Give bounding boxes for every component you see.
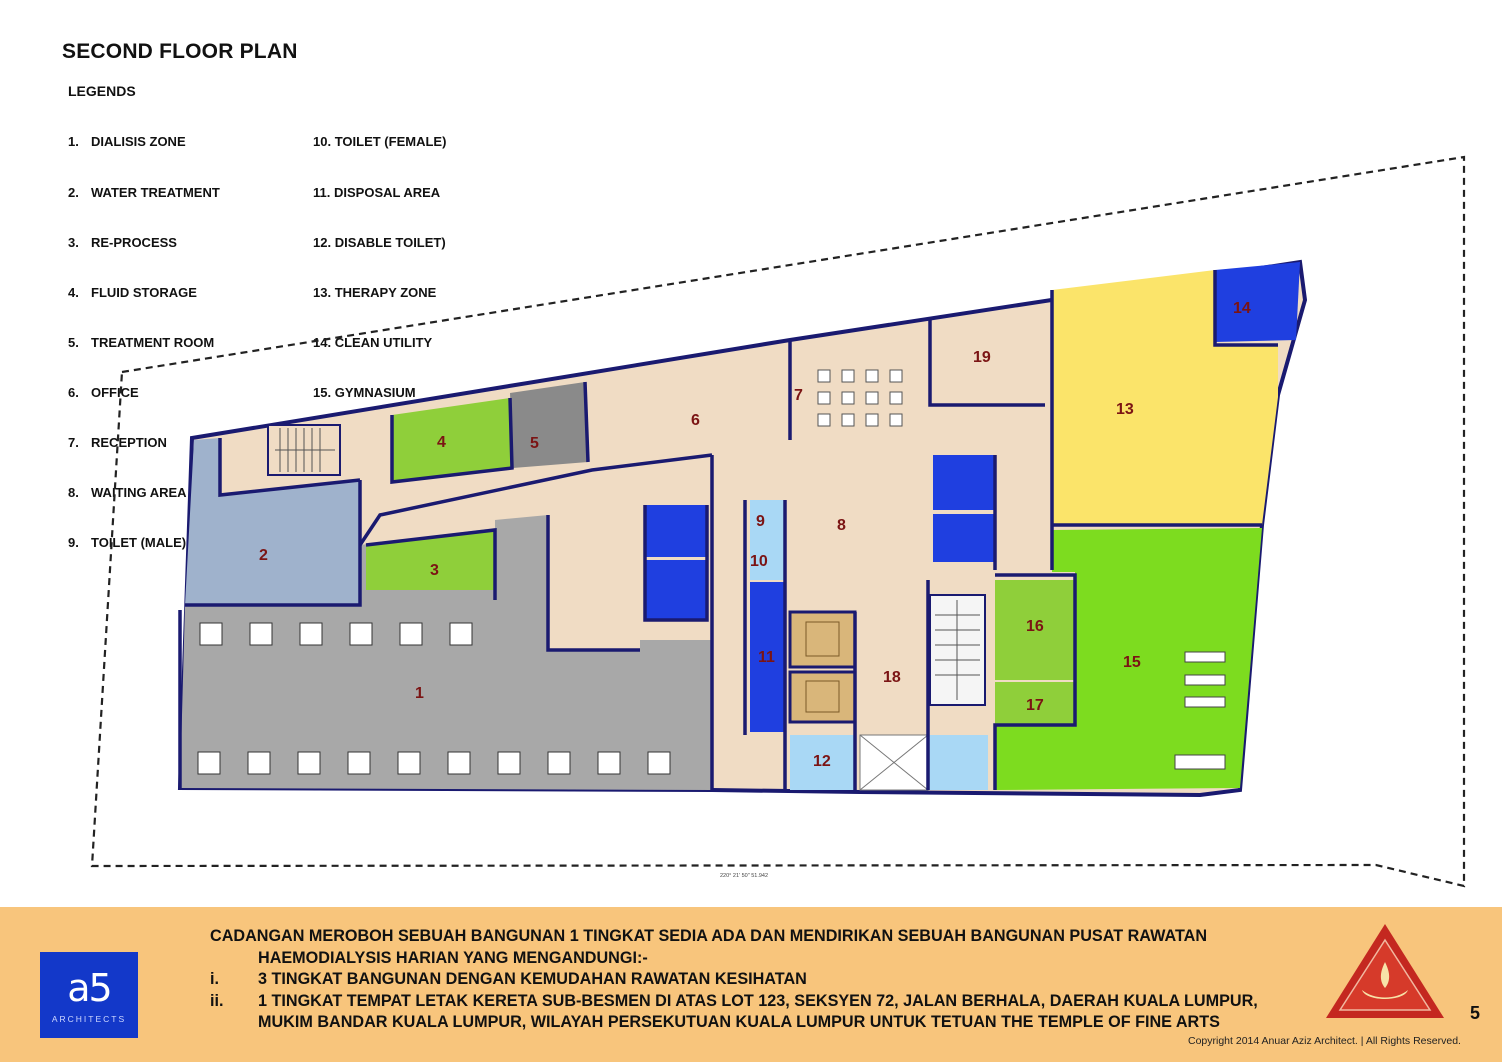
copyright-text: Copyright 2014 Anuar Aziz Architect. | All Rights Reserved.: [1188, 1035, 1461, 1047]
desc-item-text: 3 TINGKAT BANGUNAN DENGAN KEMUDAHAN RAWATAN KESIHATAN: [258, 970, 807, 989]
room-label-17: 17: [1026, 697, 1044, 714]
legend-item: 1. DIALISIS ZONE: [68, 134, 186, 150]
room-14: [1215, 262, 1300, 342]
lift-car: [790, 612, 855, 667]
legend-item: 11. DISPOSAL AREA: [313, 184, 441, 200]
temple-emblem-icon: [1324, 922, 1446, 1020]
legend-item: 2. WATER TREATMENT: [68, 184, 220, 200]
staircase-east: [930, 595, 985, 705]
room-label-19: 19: [973, 349, 991, 366]
legend-item: 8. WAITING AREA: [68, 485, 187, 501]
room-label-7: 7: [794, 387, 803, 404]
room-label-2: 2: [259, 547, 268, 564]
staircase-west: [268, 425, 340, 475]
desc-line: CADANGAN MEROBOH SEBUAH BANGUNAN 1 TINGKAT SEDIA ADA DAN MENDIRIKAN SEBUAH BANGUNAN PUSAT RAWATAN: [210, 927, 1208, 945]
legend-heading: LEGENDS: [68, 83, 136, 99]
desc-line: HAEMODIALYSIS HARIAN YANG MENGANDUNGI:-: [258, 948, 648, 967]
boundary-note: 220° 21' 50" 51.942: [720, 873, 769, 879]
project-description: [210, 926, 1310, 1034]
room-label-1: 1: [415, 685, 424, 702]
room-label-4: 4: [437, 434, 446, 451]
room-label-12: 12: [813, 753, 831, 770]
logo-mark: a5: [67, 966, 111, 1010]
room-label-15: 15: [1123, 654, 1141, 671]
footer-banner: [0, 907, 1502, 1062]
service-room: [933, 455, 995, 510]
page-title: SECOND FLOOR PLAN: [62, 40, 298, 63]
room-label-6: 6: [691, 412, 700, 429]
legend-item: 5. TREATMENT ROOM: [68, 334, 215, 350]
room-label-13: 13: [1116, 401, 1134, 418]
logo-text: ARCHITECTS: [51, 1014, 127, 1024]
legend-item: 7. RECEPTION: [68, 435, 167, 451]
legend-item: 14. CLEAN UTILITY: [313, 334, 433, 350]
room-label-14: 14: [1233, 300, 1251, 317]
legend-item: 12. DISABLE TOILET): [313, 234, 446, 250]
room-label-11: 11: [758, 649, 775, 666]
service-room: [645, 505, 707, 557]
room-label-3: 3: [430, 562, 439, 579]
desc-item-marker: ii.: [210, 991, 224, 1010]
legend-item: 13. THERAPY ZONE: [313, 284, 437, 300]
page-number: 5: [1470, 1003, 1481, 1023]
desc-item: [210, 991, 1310, 1034]
service-room: [933, 514, 995, 562]
legend-item: 3. RE-PROCESS: [68, 234, 177, 250]
desc-item-marker: i.: [210, 970, 219, 989]
architect-logo: [40, 952, 138, 1038]
legend-item: 4. FLUID STORAGE: [68, 284, 197, 300]
room-label-18: 18: [883, 669, 901, 686]
room-5: [510, 382, 588, 468]
legend-item: 15. GYMNASIUM: [313, 384, 416, 400]
room-label-9: 9: [756, 513, 765, 530]
desc-item: [210, 969, 1310, 991]
room-label-5: 5: [530, 435, 539, 452]
room-label-8: 8: [837, 517, 846, 534]
legend-item: 6. OFFICE: [68, 384, 139, 400]
legend-item: 9. TOILET (MALE): [68, 535, 187, 551]
accessible-toilet-east: [928, 735, 988, 790]
service-room: [645, 560, 707, 620]
legend-item: 10. TOILET (FEMALE): [313, 134, 447, 150]
room-label-16: 16: [1026, 618, 1044, 635]
desc-item-text: 1 TINGKAT TEMPAT LETAK KERETA SUB-BESMEN DI ATAS LOT 123, SEKSYEN 72, JALAN BERHALA, DAERAH KUALA LUMPUR, MUKIM BANDAR KUALA LUMPUR, WILAYAH PERSEKUTUAN KUALA LUMPUR UNTUK TETUAN THE TEMPLE OF FINE ARTS: [258, 991, 1258, 1032]
lift-car: [790, 672, 855, 722]
room-label-10: 10: [750, 553, 768, 570]
